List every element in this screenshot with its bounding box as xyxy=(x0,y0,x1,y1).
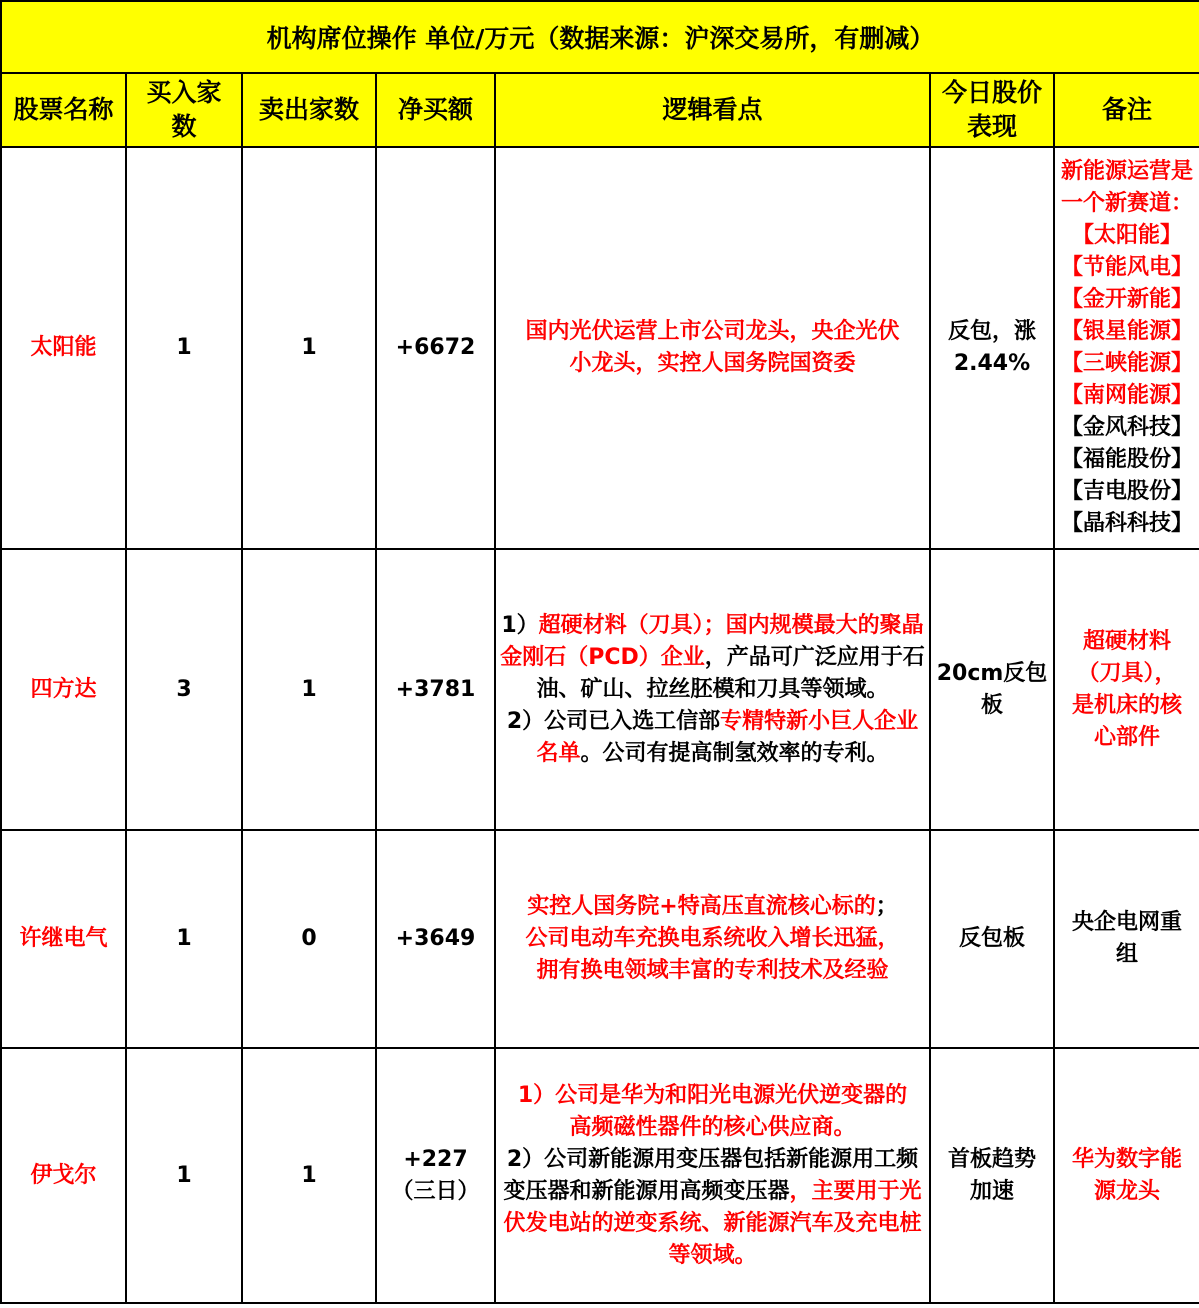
logic-text: 1）超硬材料（刀具）；国内规模最大的聚晶金刚石（PCD）企业，产品可广泛应用于石油、矿山、拉丝胚模和刀具等领域。 2）公司已入选工信部专精特新小巨人企业名单。公司有提高制氢效率的专利。 xyxy=(495,549,930,830)
price-performance: 首板趋势 加速 xyxy=(930,1048,1054,1303)
buy-count: 3 xyxy=(126,549,242,830)
logic-text: 1）公司是华为和阳光电源光伏逆变器的 高频磁性器件的核心供应商。 2）公司新能源用变压器包括新能源用工频变压器和新能源用高频变压器，主要用于光伏发电站的逆变系统、新能源汽车及充电桩等领域。 xyxy=(495,1048,930,1303)
price-performance: 20cm反包 板 xyxy=(930,549,1054,830)
logic-text: 实控人国务院+特高压直流核心标的； 公司电动车充换电系统收入增长迅猛， 拥有换电领域丰富的专利技术及经验 xyxy=(495,830,930,1048)
stock-name: 四方达 xyxy=(1,549,126,830)
price-performance: 反包，涨 2.44% xyxy=(930,147,1054,549)
note: 新能源运营是 一个新赛道： 【太阳能】 【节能风电】 【金开新能】 【银星能源】 【三峡能源】 【南网能源】 【金风科技】 【福能股份】 【吉电股份】 【晶科科技】 xyxy=(1054,147,1199,549)
logic-text: 国内光伏运营上市公司龙头，央企光伏 小龙头，实控人国务院国资委 xyxy=(495,147,930,549)
sell-count: 1 xyxy=(242,147,376,549)
header-net-buy: 净买额 xyxy=(376,73,495,147)
note: 华为数字能 源龙头 xyxy=(1054,1048,1199,1303)
net-buy: +227 （三日） xyxy=(376,1048,495,1303)
table-row xyxy=(1,147,1199,549)
sell-count: 1 xyxy=(242,549,376,830)
stock-name: 太阳能 xyxy=(1,147,126,549)
table-row xyxy=(1,549,1199,830)
table-title: 机构席位操作 单位/万元（数据来源：沪深交易所，有删减） xyxy=(1,1,1199,73)
net-buy: +6672 xyxy=(376,147,495,549)
note: 超硬材料 （刀具）， 是机床的核 心部件 xyxy=(1054,549,1199,830)
header-sell-count: 卖出家数 xyxy=(242,73,376,147)
net-buy: +3649 xyxy=(376,830,495,1048)
stock-name: 许继电气 xyxy=(1,830,126,1048)
note: 央企电网重 组 xyxy=(1054,830,1199,1048)
stock-name: 伊戈尔 xyxy=(1,1048,126,1303)
sell-count: 0 xyxy=(242,830,376,1048)
table-row xyxy=(1,830,1199,1048)
buy-count: 1 xyxy=(126,147,242,549)
buy-count: 1 xyxy=(126,1048,242,1303)
sell-count: 1 xyxy=(242,1048,376,1303)
price-performance: 反包板 xyxy=(930,830,1054,1048)
buy-count: 1 xyxy=(126,830,242,1048)
header-note: 备注 xyxy=(1054,73,1199,147)
header-price-performance: 今日股价 表现 xyxy=(930,73,1054,147)
header-logic: 逻辑看点 xyxy=(495,73,930,147)
net-buy: +3781 xyxy=(376,549,495,830)
header-buy-count: 买入家 数 xyxy=(126,73,242,147)
table-row xyxy=(1,1048,1199,1303)
header-stock-name: 股票名称 xyxy=(1,73,126,147)
